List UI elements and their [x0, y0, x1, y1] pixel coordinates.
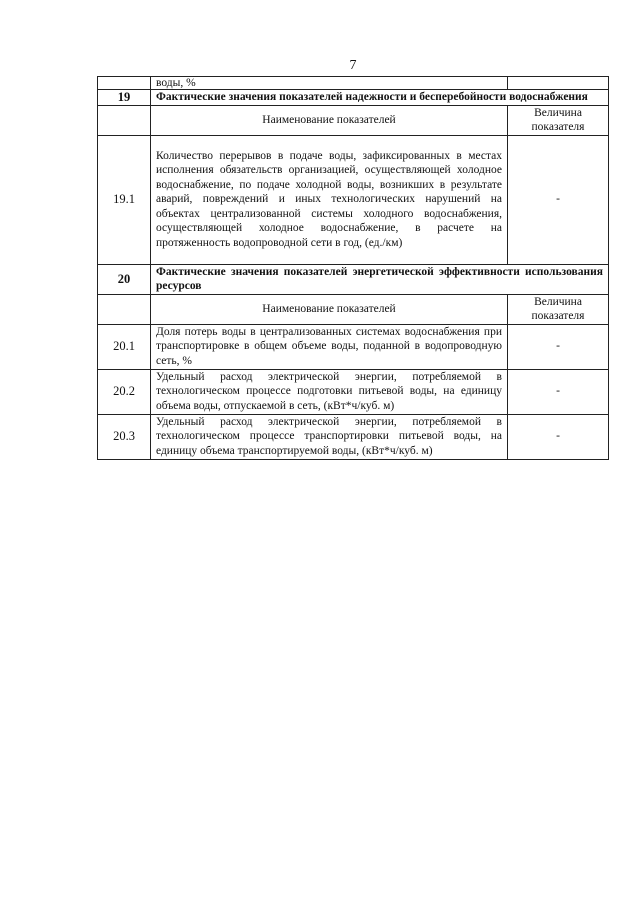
- row-number: 20.3: [98, 414, 151, 459]
- indicators-table: [97, 76, 609, 460]
- table-row: [98, 414, 609, 459]
- section-19-row: [98, 90, 609, 106]
- section-20-header-row: [98, 294, 609, 324]
- table-row: [98, 324, 609, 369]
- row-value: -: [508, 414, 609, 459]
- row-name: Количество перерывов в подаче воды, зафиксированных в местах исполнения обязательств организацией, осуществляющей холодное водоснабжение, по подаче холодной воды, возникших в результате аварий, повреждений и иных технологических нарушений на объектах централизованной системы холодного водоснабжения, осуществляющей холодное водоснабжение, в расчете на протяженность водопроводной сети в год, (ед./км): [151, 135, 508, 264]
- page-number: 7: [349, 58, 357, 73]
- section-19-header-row: [98, 105, 609, 135]
- section-19-header-empty: [98, 105, 151, 135]
- section-19-number: 19: [98, 90, 151, 106]
- section-20-title: Фактические значения показателей энергетической эффективности использования ресурсов: [151, 264, 609, 294]
- section-19-title: Фактические значения показателей надежности и бесперебойности водоснабжения: [151, 90, 609, 106]
- row-number: 19.1: [98, 135, 151, 264]
- row-value: -: [508, 324, 609, 369]
- table-row: [98, 135, 609, 264]
- section-19-header-name: Наименование показателей: [151, 105, 508, 135]
- row-name: Удельный расход электрической энергии, потребляемой в технологическом процессе подготовки питьевой воды, на единицу объема воды, отпускаемой в сеть, (кВт*ч/куб. м): [151, 369, 508, 414]
- continuation-text: воды, %: [151, 77, 508, 90]
- continuation-row: [98, 77, 609, 90]
- section-20-header-name: Наименование показателей: [151, 294, 508, 324]
- continuation-number-cell: [98, 77, 151, 90]
- row-number: 20.2: [98, 369, 151, 414]
- continuation-value-cell: [508, 77, 609, 90]
- row-value: -: [508, 369, 609, 414]
- section-19-header-value: Величина показателя: [508, 105, 609, 135]
- row-number: 20.1: [98, 324, 151, 369]
- table-row: [98, 369, 609, 414]
- row-name: Доля потерь воды в централизованных системах водоснабжения при транспортировке в общем объеме воды, поданной в водопроводную сеть, %: [151, 324, 508, 369]
- section-20-header-empty: [98, 294, 151, 324]
- section-20-row: [98, 264, 609, 294]
- row-name: Удельный расход электрической энергии, потребляемой в технологическом процессе транспортировки питьевой воды, на единицу объема транспортируемой воды, (кВт*ч/куб. м): [151, 414, 508, 459]
- row-value: -: [508, 135, 609, 264]
- section-20-number: 20: [98, 264, 151, 294]
- section-20-header-value: Величина показателя: [508, 294, 609, 324]
